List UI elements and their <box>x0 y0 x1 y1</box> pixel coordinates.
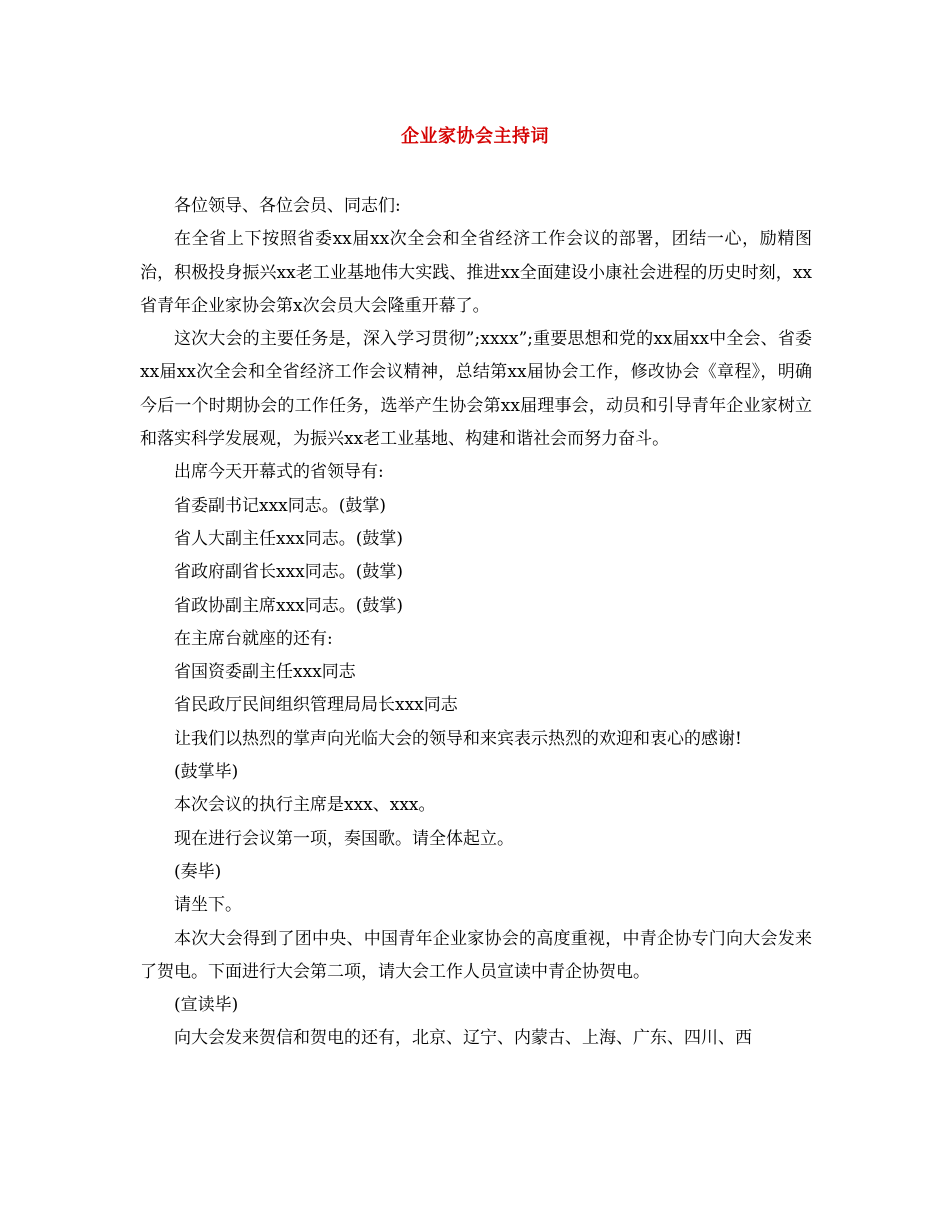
paragraph-tasks: 这次大会的主要任务是，深入学习贯彻”;xxxx”;重要思想和党的xx届xx中全会、省委xx届xx次全会和全省经济工作会议精神，总结第xx届协会工作，修改协会《章程》，明确今后一个时期协会的工作任务，选举产生协会第xx届理事会，动员和引导青年企业家树立和落实科学发展观，为振兴xx老工业基地、构建和谐社会而努力奋斗。 <box>140 329 812 450</box>
paragraph-leader-1: 省委副书记xxx同志。(鼓掌) <box>174 495 387 516</box>
paragraph-opening: 在全省上下按照省委xx届xx次全会和全省经济工作会议的部署，团结一心，励精图治，积极投身振兴xx老工业基地伟大实践、推进xx全面建设小康社会进程的历史时刻，xx省青年企业家协会第x次会员大会隆重开幕了。 <box>140 229 812 316</box>
paragraph-welcome: 让我们以热烈的掌声向光临大会的领导和来宾表示热烈的欢迎和衷心的感谢! <box>174 728 742 749</box>
paragraph-rostrum-1: 省国资委副主任xxx同志 <box>174 662 356 683</box>
paragraph-applause-end: (鼓掌毕) <box>174 762 239 783</box>
paragraph-reading-end: (宣读毕) <box>174 995 239 1016</box>
document-body <box>140 190 812 1056</box>
paragraph-leader-2: 省人大副主任xxx同志。(鼓掌) <box>174 528 404 549</box>
paragraph-congrats: 本次大会得到了团中央、中国青年企业家协会的高度重视，中青企协专门向大会发来了贺电。下面进行大会第二项，请大会工作人员宣读中青企协贺电。 <box>140 928 812 982</box>
paragraph-chairs: 本次会议的执行主席是xxx、xxx。 <box>174 795 436 816</box>
paragraph-leaders-intro: 出席今天开幕式的省领导有: <box>174 462 384 483</box>
document-title: 企业家协会主持词 <box>401 126 549 147</box>
paragraph-sit-down: 请坐下。 <box>174 895 242 916</box>
paragraph-anthem: 现在进行会议第一项，奏国歌。请全体起立。 <box>174 828 514 849</box>
paragraph-leader-3: 省政府副省长xxx同志。(鼓掌) <box>174 562 404 583</box>
paragraph-greeting: 各位领导、各位会员、同志们: <box>174 196 401 216</box>
paragraph-other-letters: 向大会发来贺信和贺电的还有，北京、辽宁、内蒙古、上海、广东、四川、西 <box>174 1028 752 1049</box>
paragraph-rostrum-2: 省民政厅民间组织管理局局长xxx同志 <box>174 695 458 716</box>
paragraph-leader-4: 省政协副主席xxx同志。(鼓掌) <box>174 595 404 616</box>
paragraph-anthem-end: (奏毕) <box>174 861 222 882</box>
paragraph-rostrum-intro: 在主席台就座的还有: <box>174 628 333 649</box>
